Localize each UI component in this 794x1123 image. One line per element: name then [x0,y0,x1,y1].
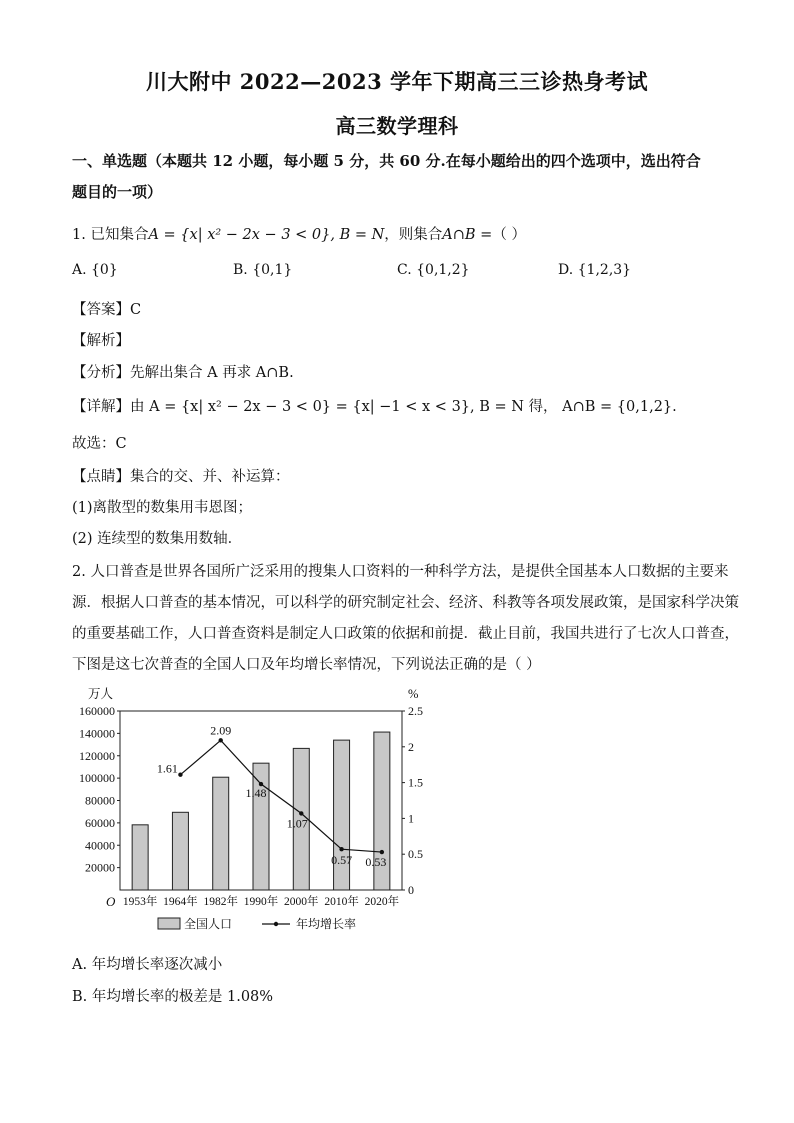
origin-label: O [106,894,116,909]
q1-point-1: (1)离散型的数集用韦恩图； [72,500,253,516]
right-axis-label: 1.5 [408,775,423,790]
option-letter: C. [397,262,412,278]
left-axis-label: 60000 [85,815,115,830]
population-chart [66,680,446,940]
left-axis-label: 120000 [79,748,115,763]
x-axis-label: 2020年 [364,896,400,908]
option-letter: D. [558,262,574,278]
growth-rate-point [299,811,303,815]
x-axis-label: 1964年 [163,896,198,908]
section-heading-cont: 题目的一项） [72,183,163,201]
q1-mid: ，则集合 [384,227,443,243]
right-axis-label: 1 [408,811,414,826]
right-axis-label: 0 [408,883,414,897]
left-axis-label: 40000 [85,838,115,853]
q1-suffix: （ ） [492,227,526,243]
legend-bar-swatch [158,918,180,929]
legend-line-marker [274,922,278,926]
q2-option-b: B. 年均增长率的极差是 1.08% [72,989,274,1005]
growth-rate-data-label: 0.53 [365,855,387,870]
growth-rate-line [180,740,381,852]
right-axis-label: 0.5 [408,847,423,862]
option-text: {0,1} [252,262,293,278]
option-text: {1,2,3} [577,262,632,278]
q1-intersection: A∩B = [442,227,493,243]
growth-rate-data-label: 1.07 [286,816,308,831]
q1-option-d [558,262,631,278]
q1-fenxi: 【分析】先解出集合 A 再求 A∩B. [72,365,294,381]
question-2-line-1: 2. 人口普查是世界各国所广泛采用的搜集人口资料的一种科学方法，是提供全国基本人口数据的主要来 [72,564,729,580]
population-bar [172,812,188,890]
left-axis-label: 160000 [79,704,115,718]
x-axis-label: 1953年 [122,896,158,908]
growth-rate-point [219,738,223,742]
q1-analysis-label: 【解析】 [72,333,130,349]
q1-prefix: 1. 已知集合 [72,227,149,243]
population-bar [334,740,350,890]
growth-rate-data-label: 1.61 [156,761,178,776]
left-axis-label: 140000 [79,726,115,741]
population-bar [132,825,148,890]
q2-option-a: A. 年均增长率逐次减小 [72,957,223,973]
option-letter: A. [72,262,87,278]
legend-line-label: 年均增长率 [296,917,357,931]
x-axis-label: 1990年 [243,896,279,908]
question-2-line-3: 的重要基础工作，人口普查资料是制定人口政策的依据和前提．截止目前，我国共进行了七次人口普查， [72,626,739,642]
page-title: 川大附中 2022—2023 学年下期高三三诊热身考试 [145,69,648,94]
left-axis-label: 80000 [85,793,115,808]
page-subtitle: 高三数学理科 [335,114,459,138]
option-text: {0} [91,262,118,278]
growth-rate-point [380,850,384,854]
question-2-line-2: 源．根据人口普查的基本情况，可以科学的研究制定社会、经济、科教等各项发展政策，是国家科学决策 [72,595,739,611]
q1-option-c [397,262,470,278]
q1-answer: 【答案】C [72,302,142,318]
question-1-stem [72,223,526,244]
q1-set-def: A = {x| x² − 2x − 3 < 0}, B = N [148,227,385,243]
left-axis-label: 100000 [79,771,115,786]
x-axis-label: 2010年 [324,896,359,908]
population-bar [213,777,229,890]
question-2-line-4: 下图是这七次普查的全国人口及年均增长率情况，下列说法正确的是（ ） [72,657,541,673]
growth-rate-data-label: 2.09 [210,723,232,738]
right-axis-label: 2.5 [408,704,423,718]
option-text: {0,1,2} [416,262,470,278]
growth-rate-point [178,773,182,777]
q1-option-a [72,262,118,278]
right-axis-unit: % [408,687,419,701]
q1-option-b [233,262,292,278]
left-axis-label: 20000 [85,860,115,875]
option-letter: B. [233,262,248,278]
q1-detail: 【详解】由 A = {x| x² − 2x − 3 < 0} = {x| −1 < x < 3}, B = N 得， A∩B = {0,1,2}. [72,399,677,415]
legend-bar-label: 全国人口 [184,917,233,931]
growth-rate-data-label: 1.48 [245,786,267,801]
left-axis-unit: 万人 [88,687,114,701]
growth-rate-point [339,847,343,851]
right-axis-label: 2 [408,739,414,754]
section-heading: 一、单选题（本题共 12 小题，每小题 5 分，共 60 分.在每小题给出的四个选项中，选出符合 [72,152,701,170]
x-axis-label: 2000年 [284,896,319,908]
growth-rate-data-label: 0.57 [331,853,353,868]
q1-dianjing: 【点睛】集合的交、并、补运算： [72,469,290,485]
x-axis-label: 1982年 [203,896,238,908]
q1-choose: 故选：C [72,436,127,452]
q1-point-2: (2) 连续型的数集用数轴． [72,531,243,547]
